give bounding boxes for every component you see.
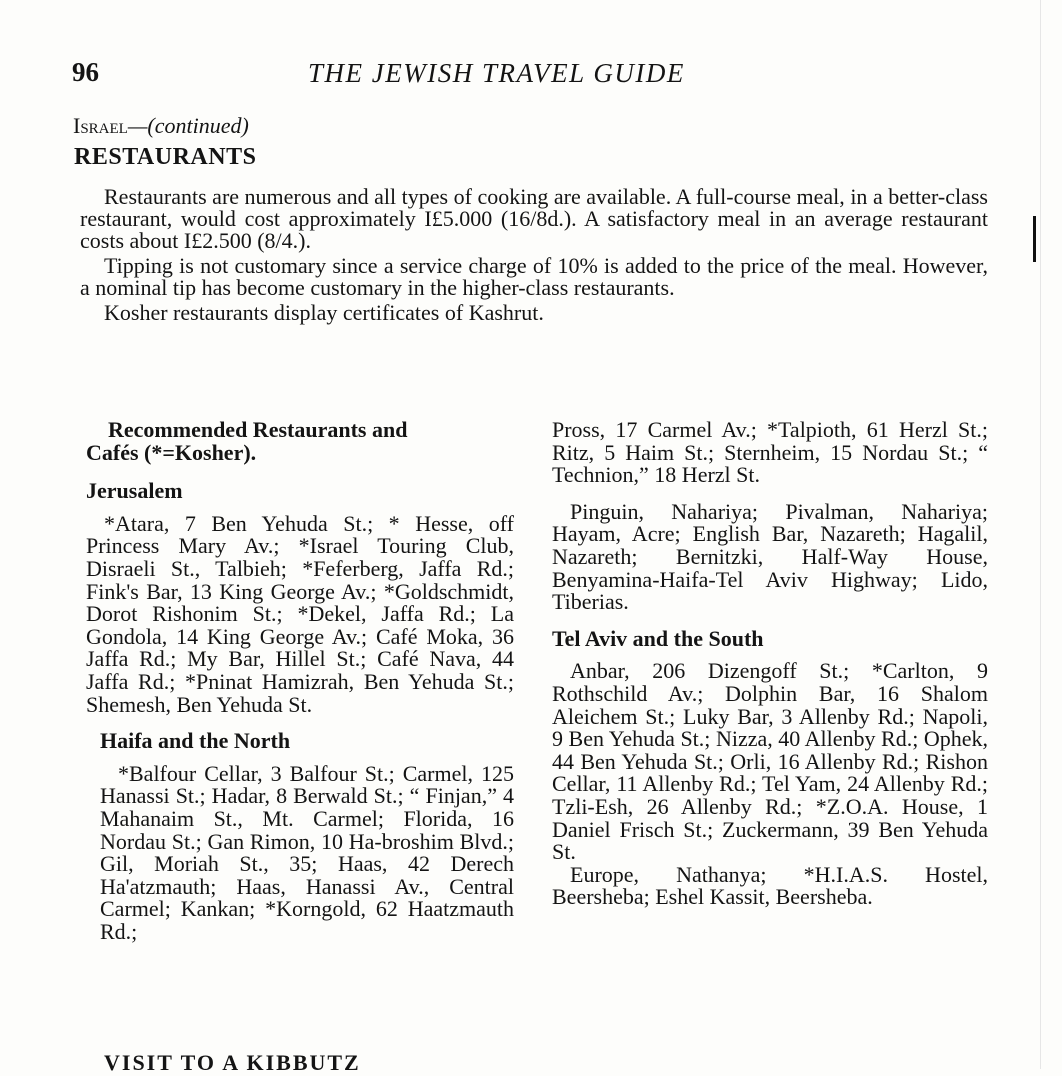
recommended-heading-line1: Recommended Restaurants and — [108, 417, 408, 442]
continued-label: —(continued) — [127, 113, 249, 138]
next-section-heading-cut: VISIT TO A KIBBUTZ — [104, 1050, 361, 1075]
north-listing: Pinguin, Nahariya; Pivalman, Nahariya; Hayam, Acre; English Bar, Nazareth; Hagalil, Nazareth; Bernitzki, Half-Way House, Benyamina-Haifa-Tel Aviv Highway; Lido, Tiberias. — [552, 498, 988, 615]
jerusalem-listing: *Atara, 7 Ben Yehuda St.; * Hesse, off Princess Mary Av.; *Israel Touring Club, Disraeli St., Talbieh; *Feferberg, Jaffa Rd.; Fink's Bar, 13 King George Av.; *Goldschmidt, Dorot Rishonim St.; *Dekel, Jaffa Rd.; La Gondola, 14 King George Av.; Café Moka, 36 Jaffa Rd.; My Bar, Hillel St.; Café Nava, 44 Jaffa Rd.; *Pninat Hamizrah, Ben Yehuda St.; Shemesh, Ben Yehuda St. — [86, 510, 514, 717]
south-listing: Europe, Nathanya; *H.I.A.S. Hostel, Beersheba; Eshel Kassit, Beersheba. — [552, 861, 988, 910]
running-title: THE JEWISH TRAVEL GUIDE — [308, 58, 685, 88]
page-number: 96 — [72, 57, 99, 87]
right-column — [552, 419, 988, 909]
haifa-listing-continued: Pross, 17 Carmel Av.; *Talpioth, 61 Herzl St.; Ritz, 5 Haim St.; Sternheim, 15 Nordau St.; “ Technion,” 18 Herzl St. — [552, 417, 988, 488]
city-heading-jerusalem: Jerusalem — [86, 478, 183, 504]
intro-paragraph-tipping: Tipping is not customary since a service charge of 10% is added to the price of the meal. However, a nominal tip has become customary in the higher-class restaurants. — [80, 253, 988, 300]
page-edge — [1040, 0, 1041, 1069]
section-heading: RESTAURANTS — [74, 144, 257, 170]
intro-paragraph-cost: Restaurants are numerous and all types of cooking are available. A full-course meal, in a better-class restaurant, would cost approximately I£5.000 (16/8d.). A satisfactory meal in an average restaurant costs about I£2.500 (8/4.). — [80, 184, 988, 253]
country-name: Israel — [73, 113, 128, 138]
margin-mark — [1033, 216, 1036, 262]
intro-paragraph-kosher: Kosher restaurants display certificates of Kashrut. — [104, 300, 544, 325]
tel-aviv-listing: Anbar, 206 Dizengoff St.; *Carlton, 9 Rothschild Av.; Dolphin Bar, 16 Shalom Aleichem St.; Luky Bar, 3 Allenby Rd.; Napoli, 9 Ben Yehuda St.; Nizza, 40 Allenby Rd.; Ophek, 44 Ben Yehuda St.; Orli, 16 Allenby Rd.; Rishon Cellar, 11 Allenby Rd.; Tel Yam, 24 Allenby Rd.; Tzli-Esh, 26 Allenby Rd.; *Z.O.A. House, 1 Daniel Frisch St.; Zuckermann, 39 Ben Yehuda St. — [552, 658, 988, 865]
intro-text — [80, 186, 988, 327]
section-continued-heading — [73, 113, 249, 139]
recommended-heading — [86, 419, 514, 464]
left-column — [86, 419, 514, 943]
city-heading-haifa: Haifa and the North — [100, 728, 291, 754]
city-heading-tel-aviv: Tel Aviv and the South — [552, 625, 764, 651]
recommended-heading-line2: Cafés (*=Kosher). — [86, 439, 257, 465]
haifa-listing: *Balfour Cellar, 3 Balfour St.; Carmel, 125 Hanassi St.; Hadar, 8 Berwald St.; “ Finjan,” 4 Mahanaim St., Mt. Carmel; Florida, 16 Nordau St.; Gan Rimon, 10 Ha-broshim Blvd.; Gil, Moriah St., 35; Haas, 42 Derech Ha'atzmauth; Haas, Hanassi Av., Central Carmel; Kankan; *Korngold, 62 Haatzmauth Rd.; — [100, 760, 514, 944]
